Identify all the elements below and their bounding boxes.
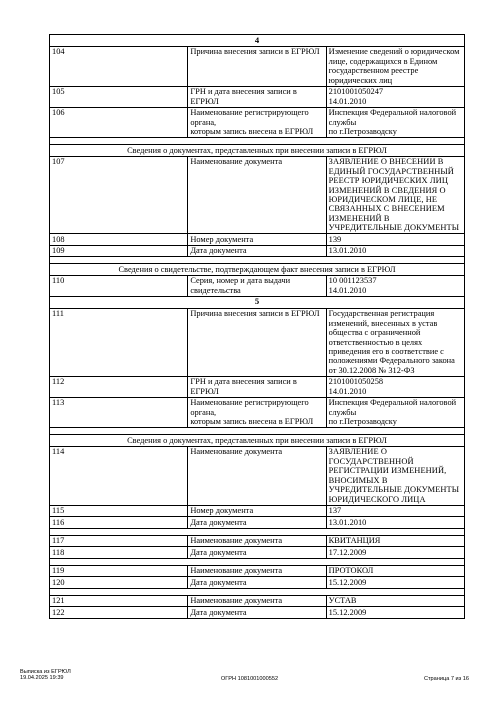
spacer-row [50, 588, 465, 595]
row-number: 109 [50, 245, 188, 256]
subsection-title: Сведения о документах, представленных при внесении записи в ЕГРЮЛ [50, 145, 465, 156]
field-value: Изменение сведений о юридическом лице, содержащихся в Едином государственном реестре юридических лиц [326, 46, 464, 86]
row-number: 117 [50, 535, 188, 546]
row-number: 118 [50, 547, 188, 558]
row-number: 116 [50, 517, 188, 528]
row-number: 107 [50, 156, 188, 234]
field-name: Причина внесения записи в ЕГРЮЛ [188, 46, 326, 86]
field-name: Причина внесения записи в ЕГРЮЛ [188, 308, 326, 376]
spacer-cell [50, 257, 465, 264]
field-name-line: Наименование регистрирующего органа, [190, 108, 309, 127]
row-number: 112 [50, 376, 188, 397]
field-value: Государственная регистрация изменений, внесенных в устав общества с ограниченной ответственностью в целях приведения его в соответствие с положениями Федерального закона от 30.12.2008 № 312-ФЗ [326, 308, 464, 376]
field-value [326, 86, 464, 107]
field-name: Дата документа [188, 517, 326, 528]
row-number: 120 [50, 577, 188, 588]
footer-ogrn: ОГРН 1081001000552 [220, 676, 279, 682]
field-name: ГРН и дата внесения записи в ЕГРЮЛ [188, 86, 326, 107]
table-row [50, 565, 465, 576]
grn-date: 14.01.2010 [328, 96, 367, 106]
field-name: Дата документа [188, 607, 326, 618]
field-name: Наименование документа [188, 535, 326, 546]
field-value: 13.01.2010 [326, 245, 464, 256]
row-number: 113 [50, 397, 188, 427]
field-value [326, 275, 464, 296]
field-name: ГРН и дата внесения записи в ЕГРЮЛ [188, 376, 326, 397]
spacer-row [50, 428, 465, 435]
table-row [50, 547, 465, 558]
row-number: 111 [50, 308, 188, 376]
field-value: 15.12.2009 [326, 607, 464, 618]
spacer-row [50, 558, 465, 565]
table-row [50, 397, 465, 427]
footer-page-number: Страница 7 из 16 [423, 676, 469, 682]
table-row [50, 535, 465, 546]
subsection-header [50, 264, 465, 275]
subsection-title: Сведения о документах, представленных при внесении записи в ЕГРЮЛ [50, 435, 465, 446]
field-name [188, 397, 326, 427]
section-number: 4 [50, 35, 465, 47]
table-row [50, 607, 465, 618]
field-value: 17.12.2009 [326, 547, 464, 558]
row-number: 114 [50, 446, 188, 505]
field-value: ЗАЯВЛЕНИЕ О ГОСУДАРСТВЕННОЙ РЕГИСТРАЦИИ ИЗМЕНЕНИЙ, ВНОСИМЫХ В УЧРЕДИТЕЛЬНЫЕ ДОКУМЕНТЫ ЮРИДИЧЕСКОГО ЛИЦА [326, 446, 464, 505]
field-name [188, 107, 326, 137]
field-value: 13.01.2010 [326, 517, 464, 528]
field-value: УСТАВ [326, 595, 464, 606]
field-value [326, 107, 464, 137]
field-name: Наименование документа [188, 565, 326, 576]
section-header-5 [50, 296, 465, 308]
table-row [50, 577, 465, 588]
field-value-line: по г.Петрозаводску [328, 127, 397, 137]
section-number: 5 [50, 296, 465, 308]
field-name: Наименование документа [188, 446, 326, 505]
field-name: Серия, номер и дата выдачи свидетельства [188, 275, 326, 296]
field-value [326, 376, 464, 397]
spacer-row [50, 257, 465, 264]
table-row [50, 156, 465, 234]
table-row [50, 517, 465, 528]
egrul-extract-table [49, 34, 465, 619]
row-number: 122 [50, 607, 188, 618]
table-row [50, 595, 465, 606]
footer-document-name: Выписка из ЕГРЮЛ [20, 669, 71, 675]
subsection-header [50, 145, 465, 156]
field-name: Наименование документа [188, 156, 326, 234]
field-name: Дата документа [188, 245, 326, 256]
row-number: 110 [50, 275, 188, 296]
footer-datetime: 19.04.2025 19:39 [20, 675, 64, 682]
field-name-line: которым запись внесена в ЕГРЮЛ [190, 127, 314, 137]
spacer-row [50, 528, 465, 535]
field-name-line: которым запись внесена в ЕГРЮЛ [190, 417, 314, 427]
grn-value: 2101001050247 [328, 87, 384, 97]
grn-value: 2101001050258 [328, 377, 384, 387]
grn-date: 14.01.2010 [328, 386, 367, 396]
table-row [50, 376, 465, 397]
field-value: КВИТАНЦИЯ [326, 535, 464, 546]
field-name: Наименование документа [188, 595, 326, 606]
table-row [50, 505, 465, 516]
subsection-title: Сведения о свидетельстве, подтверждающем факт внесения записи в ЕГРЮЛ [50, 264, 465, 275]
field-name: Номер документа [188, 505, 326, 516]
field-value [326, 397, 464, 427]
field-name-line: Наименование регистрирующего органа, [190, 398, 309, 417]
field-value: 137 [326, 505, 464, 516]
table-row [50, 245, 465, 256]
spacer-cell [50, 428, 465, 435]
table-row [50, 308, 465, 376]
certificate-number: 10 001123537 [328, 276, 377, 286]
row-number: 106 [50, 107, 188, 137]
spacer-cell [50, 588, 465, 595]
field-value: ЗАЯВЛЕНИЕ О ВНЕСЕНИИ В ЕДИНЫЙ ГОСУДАРСТВЕННЫЙ РЕЕСТР ЮРИДИЧЕСКИХ ЛИЦ ИЗМЕНЕНИЙ В СВЕДЕНИЯ О ЮРИДИЧЕСКОМ ЛИЦЕ, НЕ СВЯЗАННЫХ С ВНЕСЕНИЕМ ИЗМЕНЕНИЙ В УЧРЕДИТЕЛЬНЫЕ ДОКУМЕНТЫ [326, 156, 464, 234]
row-number: 115 [50, 505, 188, 516]
field-value: 139 [326, 234, 464, 245]
row-number: 119 [50, 565, 188, 576]
table-row [50, 86, 465, 107]
spacer-cell [50, 138, 465, 145]
field-value: 15.12.2009 [326, 577, 464, 588]
table-row [50, 46, 465, 86]
table-row [50, 446, 465, 505]
field-value-line: по г.Петрозаводску [328, 417, 397, 427]
table-row [50, 275, 465, 296]
row-number: 108 [50, 234, 188, 245]
field-value: ПРОТОКОЛ [326, 565, 464, 576]
spacer-cell [50, 528, 465, 535]
field-value-line: Инспекция Федеральной налоговой службы [328, 108, 457, 127]
row-number: 104 [50, 46, 188, 86]
spacer-cell [50, 558, 465, 565]
section-header-4 [50, 35, 465, 47]
table-row [50, 234, 465, 245]
field-value-line: Инспекция Федеральной налоговой службы [328, 398, 457, 417]
field-name: Дата документа [188, 577, 326, 588]
table-row [50, 107, 465, 137]
row-number: 121 [50, 595, 188, 606]
subsection-header [50, 435, 465, 446]
field-name: Номер документа [188, 234, 326, 245]
certificate-date: 14.01.2010 [328, 285, 367, 295]
row-number: 105 [50, 86, 188, 107]
spacer-row [50, 138, 465, 145]
field-name: Дата документа [188, 547, 326, 558]
